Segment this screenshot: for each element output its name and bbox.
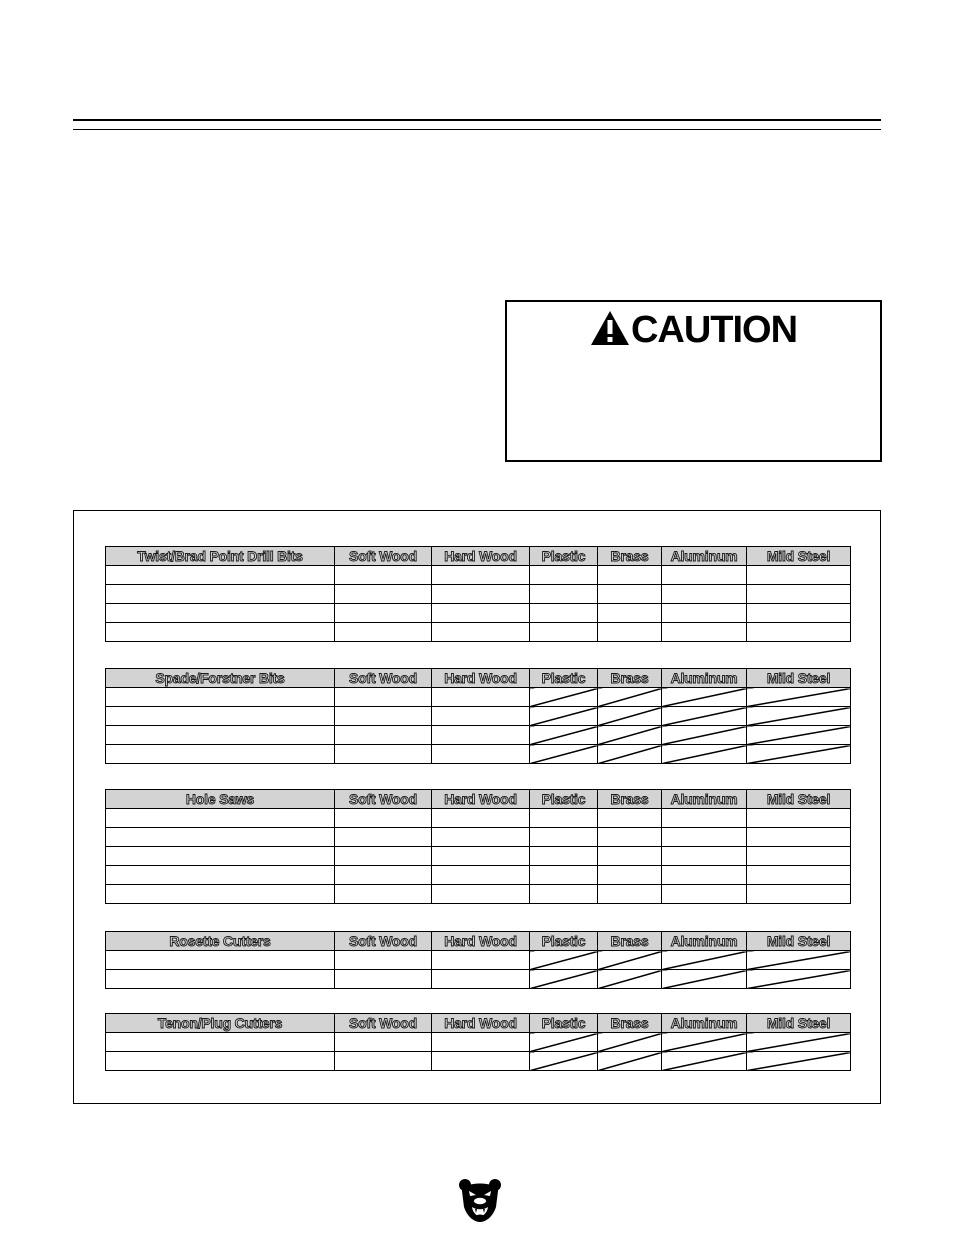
table-cell <box>432 726 530 745</box>
not-applicable-cell <box>662 951 747 970</box>
not-applicable-cell <box>747 726 851 745</box>
table-cell <box>432 604 530 623</box>
table-cell <box>106 745 335 764</box>
table-cell <box>662 828 747 847</box>
column-header: Plastic <box>530 932 598 951</box>
column-header: Hard Wood <box>432 1014 530 1033</box>
table-cell <box>747 828 851 847</box>
column-header: Mild Steel <box>747 932 851 951</box>
table-cell <box>598 566 662 585</box>
table-row <box>106 604 851 623</box>
table-cell <box>432 828 530 847</box>
table-cell <box>530 866 598 885</box>
table-cell <box>106 623 335 642</box>
column-header: Brass <box>598 1014 662 1033</box>
column-header: Brass <box>598 790 662 809</box>
table-cell <box>598 885 662 904</box>
table-cell <box>106 1052 335 1071</box>
column-header: Brass <box>598 932 662 951</box>
column-header: Plastic <box>530 547 598 566</box>
not-applicable-cell <box>662 707 747 726</box>
not-applicable-cell <box>598 688 662 707</box>
speed-table <box>105 931 851 989</box>
not-applicable-cell <box>598 726 662 745</box>
column-header: Brass <box>598 669 662 688</box>
column-header: Mild Steel <box>747 669 851 688</box>
table-cell <box>662 623 747 642</box>
table-cell <box>106 566 335 585</box>
not-applicable-cell <box>530 970 598 989</box>
table-row <box>106 566 851 585</box>
table-cell <box>106 847 335 866</box>
not-applicable-cell <box>598 970 662 989</box>
table-cell <box>530 623 598 642</box>
table-row <box>106 809 851 828</box>
table-cell <box>106 688 335 707</box>
table-row <box>106 688 851 707</box>
table-row <box>106 707 851 726</box>
not-applicable-cell <box>662 1033 747 1052</box>
not-applicable-cell <box>530 707 598 726</box>
column-header: Mild Steel <box>747 1014 851 1033</box>
table-cell <box>432 1033 530 1052</box>
not-applicable-cell <box>747 688 851 707</box>
column-header: Aluminum <box>662 669 747 688</box>
table-cell <box>432 688 530 707</box>
header-rule-thick <box>73 119 881 121</box>
table-cell <box>106 604 335 623</box>
column-header: Plastic <box>530 669 598 688</box>
table-cell <box>598 585 662 604</box>
table-cell <box>335 847 432 866</box>
table-cell <box>432 866 530 885</box>
not-applicable-cell <box>598 707 662 726</box>
not-applicable-cell <box>747 951 851 970</box>
table-cell <box>106 866 335 885</box>
column-header: Aluminum <box>662 1014 747 1033</box>
table-cell <box>598 604 662 623</box>
not-applicable-cell <box>747 707 851 726</box>
column-header: Mild Steel <box>747 790 851 809</box>
table-cell <box>432 566 530 585</box>
table-cell <box>335 604 432 623</box>
table-header-row <box>106 547 851 566</box>
table-cell <box>432 847 530 866</box>
column-header: Aluminum <box>662 932 747 951</box>
table-cell <box>530 885 598 904</box>
column-header: Soft Wood <box>335 547 432 566</box>
not-applicable-cell <box>662 970 747 989</box>
table-cell <box>335 1033 432 1052</box>
not-applicable-cell <box>530 1052 598 1071</box>
table-cell <box>598 623 662 642</box>
table-cell <box>335 707 432 726</box>
speed-table <box>105 789 851 904</box>
not-applicable-cell <box>747 1033 851 1052</box>
table-row <box>106 1052 851 1071</box>
table-cell <box>335 745 432 764</box>
table-cell <box>335 828 432 847</box>
caution-title: CAUTION <box>630 309 798 351</box>
not-applicable-cell <box>662 745 747 764</box>
table-cell <box>335 585 432 604</box>
table-row <box>106 970 851 989</box>
table-header-row <box>106 1014 851 1033</box>
table-cell <box>747 585 851 604</box>
table-cell <box>530 604 598 623</box>
table-row <box>106 847 851 866</box>
table-cell <box>432 885 530 904</box>
column-header: Hard Wood <box>432 932 530 951</box>
table-cell <box>106 585 335 604</box>
not-applicable-cell <box>530 688 598 707</box>
column-header: Hard Wood <box>432 669 530 688</box>
table-cell <box>335 866 432 885</box>
table-row <box>106 1033 851 1052</box>
table-header-row <box>106 790 851 809</box>
column-header: Soft Wood <box>335 790 432 809</box>
not-applicable-cell <box>747 970 851 989</box>
table-row <box>106 866 851 885</box>
column-header: Plastic <box>530 1014 598 1033</box>
table-cell <box>432 585 530 604</box>
table-title: Tenon/Plug Cutters <box>106 1014 335 1033</box>
table-title: Rosette Cutters <box>106 932 335 951</box>
column-header: Soft Wood <box>335 669 432 688</box>
table-header-row <box>106 669 851 688</box>
table-cell <box>747 885 851 904</box>
table-cell <box>432 623 530 642</box>
table-cell <box>662 604 747 623</box>
table-cell <box>335 688 432 707</box>
not-applicable-cell <box>662 688 747 707</box>
not-applicable-cell <box>530 745 598 764</box>
warning-triangle-icon <box>590 310 630 346</box>
table-row <box>106 828 851 847</box>
table-cell <box>530 847 598 866</box>
caution-heading <box>507 310 880 350</box>
table-cell <box>335 623 432 642</box>
table-cell <box>662 585 747 604</box>
table-cell <box>747 566 851 585</box>
table-cell <box>106 828 335 847</box>
table-cell <box>662 866 747 885</box>
table-cell <box>662 885 747 904</box>
table-cell <box>530 585 598 604</box>
not-applicable-cell <box>530 726 598 745</box>
column-header: Aluminum <box>662 790 747 809</box>
header-rule-thin <box>73 129 881 130</box>
table-cell <box>432 745 530 764</box>
table-cell <box>335 566 432 585</box>
table-cell <box>530 809 598 828</box>
column-header: Hard Wood <box>432 547 530 566</box>
table-cell <box>662 847 747 866</box>
table-cell <box>598 866 662 885</box>
table-row <box>106 951 851 970</box>
column-header: Plastic <box>530 790 598 809</box>
table-row <box>106 623 851 642</box>
table-row <box>106 885 851 904</box>
column-header: Mild Steel <box>747 547 851 566</box>
table-cell <box>432 809 530 828</box>
column-header: Brass <box>598 547 662 566</box>
not-applicable-cell <box>598 951 662 970</box>
table-title: Spade/Forstner Bits <box>106 669 335 688</box>
table-row <box>106 585 851 604</box>
table-cell <box>598 847 662 866</box>
table-cell <box>335 809 432 828</box>
table-cell <box>432 951 530 970</box>
not-applicable-cell <box>530 951 598 970</box>
table-cell <box>432 970 530 989</box>
speed-table <box>105 1013 851 1071</box>
table-cell <box>530 828 598 847</box>
not-applicable-cell <box>598 745 662 764</box>
table-row <box>106 745 851 764</box>
table-cell <box>106 951 335 970</box>
column-header: Soft Wood <box>335 1014 432 1033</box>
table-title: Twist/Brad Point Drill Bits <box>106 547 335 566</box>
speed-table <box>105 668 851 764</box>
not-applicable-cell <box>747 745 851 764</box>
not-applicable-cell <box>530 1033 598 1052</box>
table-cell <box>662 809 747 828</box>
table-cell <box>106 1033 335 1052</box>
table-title: Hole Saws <box>106 790 335 809</box>
table-cell <box>335 951 432 970</box>
table-cell <box>747 847 851 866</box>
table-cell <box>747 623 851 642</box>
table-cell <box>335 1052 432 1071</box>
table-cell <box>530 566 598 585</box>
table-cell <box>598 828 662 847</box>
table-cell <box>106 707 335 726</box>
table-row <box>106 726 851 745</box>
not-applicable-cell <box>598 1033 662 1052</box>
grizzly-bear-logo-icon <box>458 1177 502 1223</box>
column-header: Hard Wood <box>432 790 530 809</box>
column-header: Aluminum <box>662 547 747 566</box>
table-cell <box>432 707 530 726</box>
table-cell <box>335 726 432 745</box>
table-cell <box>432 1052 530 1071</box>
table-cell <box>106 809 335 828</box>
table-cell <box>747 809 851 828</box>
not-applicable-cell <box>662 1052 747 1071</box>
table-cell <box>335 885 432 904</box>
not-applicable-cell <box>598 1052 662 1071</box>
column-header: Soft Wood <box>335 932 432 951</box>
table-cell <box>662 566 747 585</box>
table-cell <box>747 604 851 623</box>
table-cell <box>106 726 335 745</box>
caution-box <box>505 300 882 462</box>
table-header-row <box>106 932 851 951</box>
table-cell <box>106 885 335 904</box>
table-cell <box>598 809 662 828</box>
table-cell <box>335 970 432 989</box>
table-cell <box>106 970 335 989</box>
not-applicable-cell <box>662 726 747 745</box>
speed-table <box>105 546 851 642</box>
not-applicable-cell <box>747 1052 851 1071</box>
table-cell <box>747 866 851 885</box>
